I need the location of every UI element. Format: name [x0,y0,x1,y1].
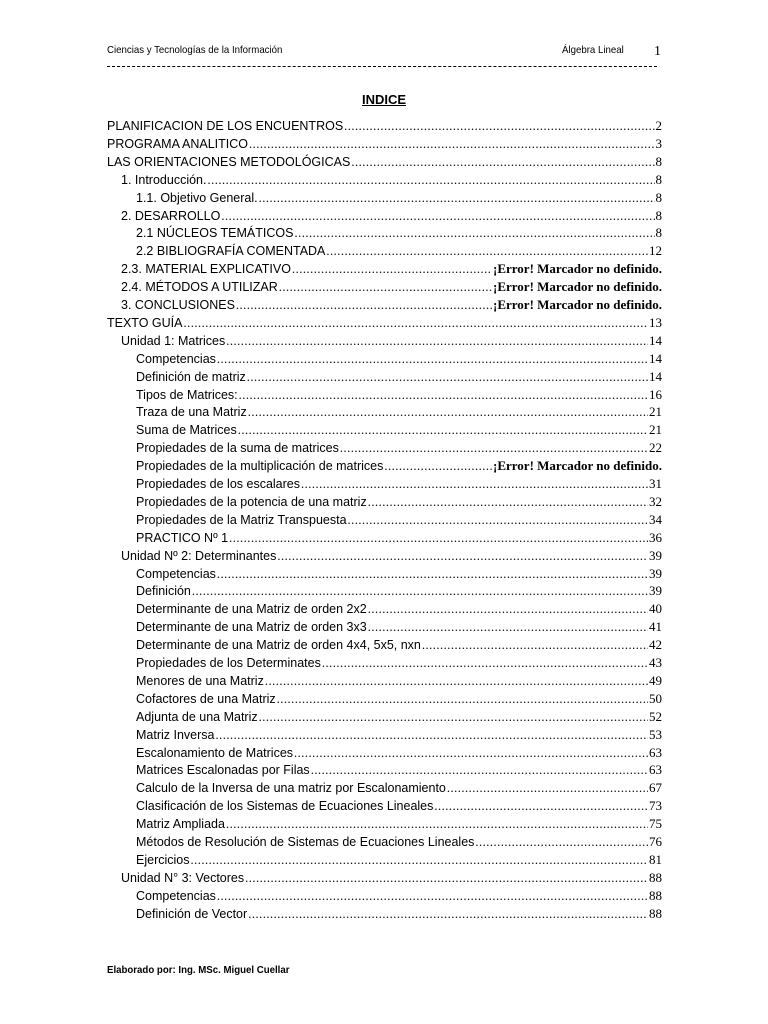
toc-entry[interactable] [136,457,662,475]
toc-entry[interactable] [136,797,662,815]
toc-dot-leader [384,457,492,475]
toc-entry-label: Competencias [136,566,216,581]
toc-entry-page: 63 [649,762,662,778]
toc-entry[interactable] [136,654,662,672]
toc-dot-leader [248,905,648,923]
toc-entry-page: 81 [649,851,662,867]
toc-entry[interactable] [136,403,662,421]
toc-entry[interactable] [136,368,662,386]
toc-entry-page: 8 [655,225,662,241]
toc-entry-label: Matriz Inversa [136,727,215,742]
toc-entry-error: ¡Error! Marcador no definido. [493,458,662,474]
toc-dot-leader [217,350,648,368]
toc-entry[interactable] [121,171,662,189]
toc-entry-label: Unidad N° 3: Vectores [121,870,245,885]
toc-entry-label: Definición [136,584,191,599]
toc-entry-label: TEXTO GUÍA [107,315,183,330]
footer-author: Elaborado por: Ing. MSc. Miguel Cuellar [107,964,290,976]
toc-entry-label: Definición de matriz [136,369,246,384]
toc-entry-page: 40 [649,601,662,617]
toc-dot-leader [344,117,654,135]
toc-entry-page: 8 [655,171,662,187]
toc-dot-leader [236,296,492,314]
toc-dot-leader [368,600,648,618]
toc-entry-page: 2 [655,118,662,133]
toc-entry-page: 53 [649,726,662,742]
toc-dot-leader [434,797,648,815]
toc-entry-page: 75 [649,816,662,832]
toc-dot-leader [217,887,648,905]
toc-entry-label: PROGRAMA ANALITICO [107,136,249,151]
toc-dot-leader [248,403,648,421]
toc-entry-label: Unidad 1: Matrices [121,333,226,348]
toc-entry-label: LAS ORIENTACIONES METODOLÓGICAS [107,154,351,169]
toc-entry-page: 42 [649,637,662,653]
toc-entry-label: 2.1 NÚCLEOS TEMÁTICOS [136,226,294,241]
toc-entry-page: 3 [655,135,662,151]
toc-entry-label: Definición de Vector [136,906,248,921]
toc-entry-label: PRACTICO Nº 1 [136,530,229,545]
toc-entry[interactable] [136,511,662,529]
toc-dot-leader [292,260,492,278]
toc-dot-leader [301,475,648,493]
toc-entry-label: 2. DESARROLLO [121,208,221,223]
toc-dot-leader [351,153,654,171]
toc-entry-page: 63 [649,744,662,760]
toc-entry[interactable] [136,493,662,511]
toc-entry-label: Clasificación de los Sistemas de Ecuaciones Lineales [136,799,434,814]
toc-dot-leader [279,278,492,296]
toc-dot-leader [277,547,648,565]
toc-entry[interactable] [136,350,662,368]
toc-entry[interactable] [136,386,662,404]
toc-entry-label: 1. Introducción. [121,172,207,187]
toc-entry-label: Propiedades de la Matriz Transpuesta [136,512,347,527]
toc-entry-page: 73 [649,798,662,814]
toc-entry-label: Competencias [136,351,216,366]
toc-entry-page: 52 [649,708,662,724]
toc-entry-label: Suma de Matrices [136,423,237,438]
toc-dot-leader [239,386,648,404]
running-header-left: Ciencias y Tecnologías de la Información [107,44,283,56]
toc-dot-leader [226,815,648,833]
toc-entry[interactable] [121,547,662,565]
toc-entry-label: Menores de una Matriz [136,673,264,688]
toc-entry-label: Tipos de Matrices: [136,387,238,402]
toc-entry-label: 1.1. Objetivo General. [136,190,258,205]
toc-entry[interactable] [136,439,662,457]
toc-entry[interactable] [136,779,662,797]
toc-entry-page: 50 [649,690,662,706]
toc-dot-leader [259,708,648,726]
toc-entry-label: Determinante de una Matriz de orden 3x3 [136,620,367,635]
toc-dot-leader [191,851,649,869]
toc-entry-label: Unidad Nº 2: Determinantes [121,548,277,563]
toc-entry-page: 8 [655,153,662,169]
toc-entry[interactable] [136,242,662,260]
toc-entry-page: 67 [649,780,662,796]
toc-entry[interactable] [136,905,662,923]
toc-entry[interactable] [107,117,662,135]
toc-dot-leader [277,690,648,708]
toc-entry[interactable] [121,207,662,225]
page-number: 1 [654,44,661,59]
toc-entry-label: Escalonamiento de Matrices [136,745,294,760]
toc-dot-leader [447,779,648,797]
toc-entry-label: 3. CONCLUSIONES [121,298,235,312]
toc-entry-page: 36 [649,529,662,545]
toc-entry-page: 12 [649,243,662,259]
toc-entry-label: Traza de una Matriz [136,405,247,420]
toc-entry-page: 39 [649,547,662,563]
toc-entry-error: ¡Error! Marcador no definido. [493,279,662,295]
toc-entry-label: 2.3. MATERIAL EXPLICATIVO [121,262,291,277]
toc-entry-page: 43 [649,655,662,670]
toc-entry[interactable] [136,851,662,869]
toc-entry-label: Matriz Ampliada [136,817,225,832]
toc-dot-leader [265,672,648,690]
toc-entry-page: 22 [649,440,662,456]
toc-dot-leader [238,421,648,439]
toc-entry-label: Competencias [136,888,216,903]
toc-dot-leader [221,207,654,225]
toc-dot-leader [192,582,648,600]
toc-dot-leader [348,511,648,529]
toc-entry[interactable] [136,887,662,905]
toc-dot-leader [294,224,654,242]
toc-entry-label: 2.4. MÉTODOS A UTILIZAR [121,280,278,295]
toc-dot-leader [326,242,648,260]
toc-entry[interactable] [136,833,662,851]
toc-entry[interactable] [136,636,662,654]
toc-entry-page: 8 [655,189,662,205]
toc-entry-page: 76 [649,834,662,849]
toc-entry-error: ¡Error! Marcador no definido. [493,297,662,312]
toc-dot-leader [229,529,648,547]
toc-entry-label: Cofactores de una Matriz [136,691,276,706]
toc-entry-label: Calculo de la Inversa de una matriz por Escalonamiento [136,781,446,796]
toc-entry-label: 2.2 BIBLIOGRAFÍA COMENTADA [136,244,326,259]
toc-entry[interactable] [136,189,662,207]
running-header-subject: Álgebra Lineal [562,44,624,56]
toc-entry-label: Determinante de una Matriz de orden 2x2 [136,602,367,617]
toc-entry-page: 32 [649,493,662,509]
toc-dot-leader [247,368,648,386]
toc-entry-label: Adjunta de una Matriz [136,709,258,724]
toc-entry[interactable] [136,690,662,708]
toc-entry[interactable] [136,761,662,779]
toc-dot-leader [368,493,648,511]
toc-entry-error: ¡Error! Marcador no definido. [493,261,662,277]
toc-entry-label: Propiedades de la suma de matrices [136,441,339,456]
toc-entry-page: 14 [649,350,662,366]
index-title: INDICE [361,92,407,107]
toc-entry-page: 39 [649,583,662,599]
toc-entry[interactable] [136,529,662,547]
toc-entry[interactable] [107,135,662,153]
toc-dot-leader [245,869,648,887]
toc-entry-page: 16 [649,386,662,402]
toc-entry[interactable] [136,565,662,583]
toc-entry-page: 88 [649,869,662,885]
toc-entry-page: 39 [649,565,662,581]
toc-entry[interactable] [121,260,662,278]
toc-entry-label: Métodos de Resolución de Sistemas de Ecuaciones Lineales [136,835,475,849]
toc-entry[interactable] [136,744,662,762]
toc-dot-leader [226,332,648,350]
toc-entry-label: Ejercicios [136,852,190,867]
toc-entry-label: Matrices Escalonadas por Filas [136,763,310,778]
toc-entry-label: Propiedades de la multiplicación de matrices [136,459,384,474]
toc-entry-page: 41 [649,619,662,635]
toc-dot-leader [368,618,648,636]
toc-entry-label: Propiedades de la potencia de una matriz [136,494,367,509]
toc-entry-label: Determinante de una Matriz de orden 4x4, 5x5, nxn [136,638,421,653]
toc-dot-leader [259,189,655,207]
toc-entry[interactable] [121,869,662,887]
toc-entry[interactable] [136,708,662,726]
toc-entry[interactable] [136,726,662,744]
toc-dot-leader [340,439,648,457]
toc-entry-page: 14 [649,332,662,348]
toc-dot-leader [294,744,648,762]
toc-entry-page: 49 [649,672,662,688]
toc-entry[interactable] [136,618,662,636]
header-rule [107,66,657,67]
toc-entry-page: 21 [649,422,662,438]
toc-entry[interactable] [136,475,662,493]
toc-dot-leader [311,761,648,779]
toc-entry[interactable] [136,815,662,833]
toc-entry-page: 13 [649,314,662,330]
toc-entry[interactable] [121,332,662,350]
toc-entry[interactable] [107,314,662,332]
toc-entry-page: 14 [649,368,662,384]
toc-entry[interactable] [136,600,662,618]
toc-entry-page: 34 [649,511,662,527]
toc-dot-leader [217,565,648,583]
toc-entry-page: 21 [649,404,662,420]
toc-entry-page: 88 [649,887,662,903]
toc-dot-leader [183,314,648,332]
toc-dot-leader [422,636,648,654]
toc-dot-leader [216,726,649,744]
toc-entry-label: Propiedades de los escalares [136,477,300,491]
toc-entry-page: 88 [649,905,662,921]
toc-dot-leader [249,135,654,153]
toc-entry-page: 31 [649,476,662,491]
toc-entry-label: PLANIFICACION DE LOS ENCUENTROS [107,119,344,133]
toc-entry[interactable] [121,296,662,314]
toc-dot-leader [322,654,648,672]
toc-dot-leader [207,171,654,189]
toc-entry[interactable] [136,224,662,242]
toc-entry[interactable] [136,421,662,439]
toc-entry-label: Propiedades de los Determinates [136,656,321,670]
toc-entry[interactable] [107,153,662,171]
toc-entry[interactable] [136,672,662,690]
toc-entry[interactable] [136,582,662,600]
toc-entry-page: 8 [655,207,662,223]
toc-dot-leader [475,833,648,851]
toc-entry[interactable] [121,278,662,296]
